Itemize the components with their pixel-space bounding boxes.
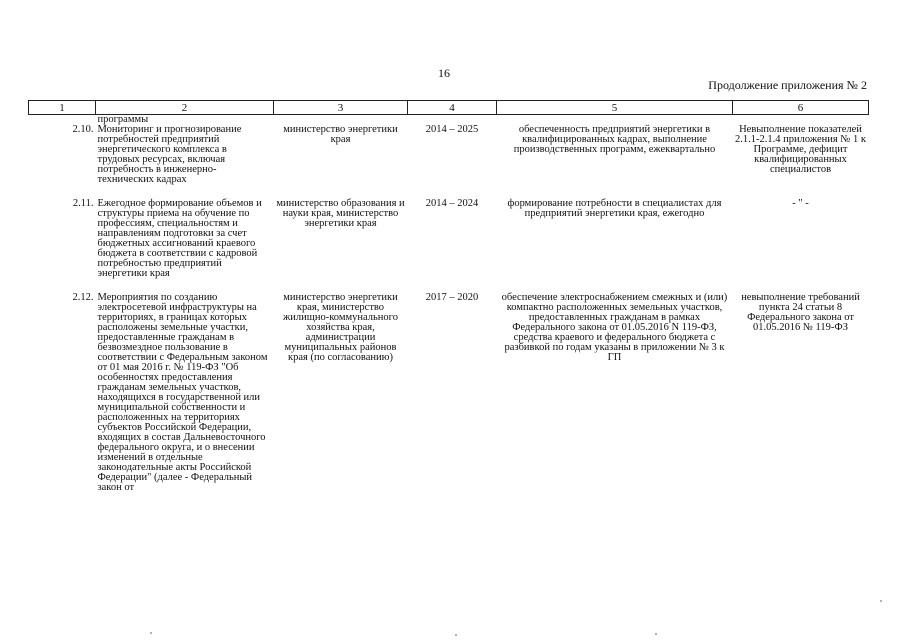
column-header-1: 1	[29, 101, 96, 115]
row-number: 2.12.	[72, 292, 94, 303]
row-executor: министерство образования и науки края, министерство энергетики края	[276, 198, 405, 229]
appendix-continuation-label: Продолжение приложения № 2	[708, 78, 867, 92]
row-consequence: Невыполнение показателей 2.1.1-2.1.4 приложения № 1 к Программе, дефицит квалифицированных специалистов	[735, 124, 866, 175]
row-consequence: - " -	[792, 198, 809, 209]
row-executor: министерство энергетики края, министерство жилищно-коммунального хозяйства края, администрации муниципальных районов края (по согласованию)	[283, 292, 398, 363]
table-row	[29, 199, 869, 279]
row-result: формирование потребности в специалистах для предприятий энергетики края, ежегодно	[507, 198, 722, 219]
page-number: 16	[438, 66, 450, 80]
table-row	[29, 125, 869, 185]
scan-speck	[150, 632, 152, 634]
table-row	[29, 293, 869, 493]
row-event: Ежегодное формирование объемов и структуры приема на обучение по профессиям, специальностям и направлениям подготовки за счет бюджетных ассигнований краевого бюджета в соответствии с кадровой потребностью предприятий энергетики края	[97, 198, 262, 279]
row-result: обеспеченность предприятий энергетики в квалифицированных кадрах, выполнение производственных программ, ежеквартально	[513, 124, 716, 155]
scan-speck	[880, 600, 882, 602]
appendix-table	[28, 100, 869, 493]
row-number: 2.11.	[72, 198, 94, 209]
column-header-4: 4	[408, 101, 497, 115]
row-period: 2014 – 2024	[425, 198, 479, 209]
row-executor: министерство энергетики края	[283, 124, 398, 145]
row-period: 2014 – 2025	[425, 124, 479, 135]
row-number: 2.10.	[72, 124, 94, 135]
row-period: 2017 – 2020	[425, 292, 479, 303]
column-header-3: 3	[274, 101, 408, 115]
row-result: обеспечение электроснабжением смежных и (или) компактно расположенных земельных участков, предоставленных гражданам в рамках Федерального закона от 01.05.2016 N 119-ФЗ, средства краевого и федерального бюджета с разбивкой по годам указаны в приложении № 3 к ГП	[501, 292, 728, 363]
fragment-text: программы	[97, 114, 149, 125]
column-header-5: 5	[497, 101, 733, 115]
column-header-6: 6	[733, 101, 869, 115]
scan-speck	[655, 633, 657, 635]
column-header-2: 2	[96, 101, 274, 115]
row-consequence: невыполнение требований пункта 24 статьи 8 Федерального закона от 01.05.2016 № 119-ФЗ	[741, 292, 860, 333]
column-number-row	[29, 101, 869, 115]
row-event: Мероприятия по созданию электросетевой инфраструктуры на территориях, в границах которых расположены земельные участки, предоставленные гражданам в безвозмездное пользование в соответствии с Федеральным законом от 01 мая 2016 г. № 119-ФЗ "Об особенностях предоставления гражданам земельных участков, находящихся в государственной или муниципальной собственности и расположенных на территориях субъектов Российской Федерации, входящих в состав Дальневосточного федерального округа, и о внесении изменений в отдельные законодательные акты Российской Федерации" (далее - Федеральный закон от	[97, 292, 268, 493]
row-event: Мониторинг и прогнозирование потребностей предприятий энергетического комплекса в трудовых ресурсах, включая потребность в инженерно-технических кадрах	[97, 124, 242, 185]
scan-speck	[455, 634, 457, 636]
